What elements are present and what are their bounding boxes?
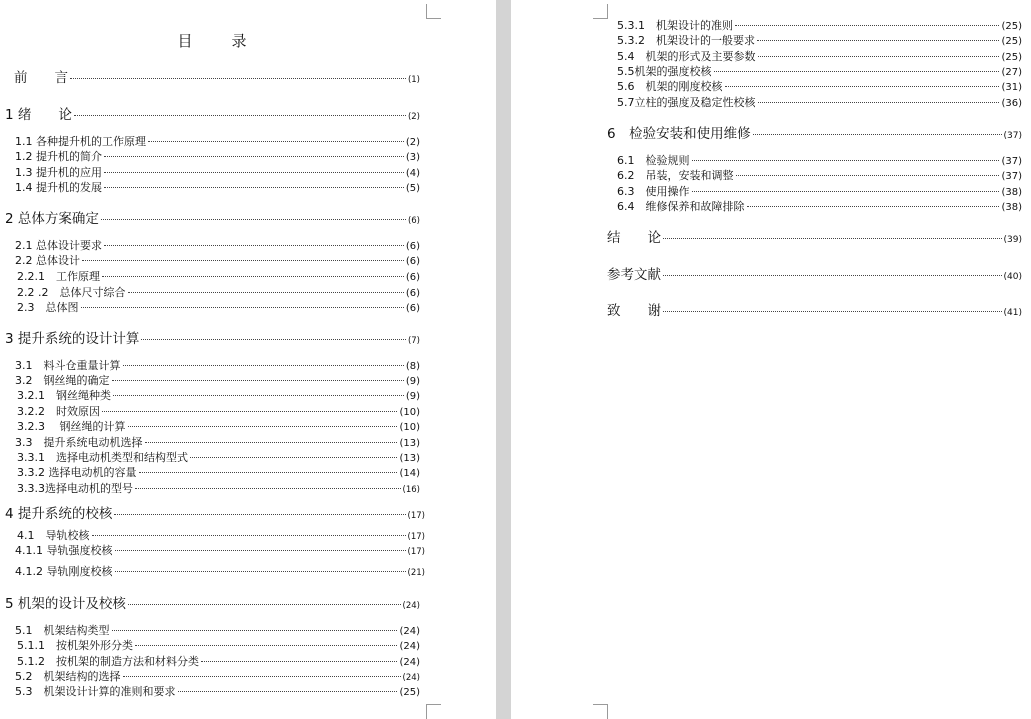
document-page-right <box>511 0 1031 719</box>
leader-dots <box>128 292 404 293</box>
leader-dots <box>115 571 406 572</box>
toc-entry-label: 6.3 使用操作 <box>617 185 690 198</box>
leader-dots <box>145 442 398 443</box>
leader-dots <box>753 134 1002 135</box>
toc-entry-label: 5.1.1 按机架外形分类 <box>17 639 133 652</box>
toc-entry[interactable] <box>17 387 420 403</box>
leader-dots <box>112 380 404 381</box>
toc-entry-page: (21) <box>407 568 425 578</box>
toc-entry-label: 2.2 .2 总体尺寸综合 <box>17 286 126 299</box>
leader-dots <box>725 86 1000 87</box>
toc-entry-label: 5.7立柱的强度及稳定性校核 <box>617 96 756 109</box>
leader-dots <box>148 141 404 142</box>
toc-entry-page: (25) <box>399 687 420 698</box>
toc-entry-label: 1.3 提升机的应用 <box>15 166 102 179</box>
toc-entry-label: 5.2 机架结构的选择 <box>15 670 121 683</box>
toc-entry[interactable] <box>15 357 420 373</box>
toc-entry-page: (9) <box>405 376 420 387</box>
toc-entry-page: (10) <box>399 422 420 433</box>
toc-entry-label: 2.2.1 工作原理 <box>17 270 100 283</box>
toc-entry[interactable] <box>15 542 425 558</box>
page-corner-mark <box>593 4 608 19</box>
leader-dots <box>102 276 404 277</box>
toc-entry-label: 前 言 <box>14 70 68 86</box>
toc-entry[interactable] <box>17 268 420 284</box>
toc-entry[interactable] <box>15 148 420 164</box>
toc-entry-label: 3.3.3选择电动机的型号 <box>17 482 133 495</box>
leader-dots <box>663 238 1002 239</box>
leader-dots <box>141 339 406 340</box>
leader-dots <box>104 187 404 188</box>
toc-entry-label: 4 提升系统的校核 <box>5 506 113 522</box>
leader-dots <box>747 206 1000 207</box>
toc-entry[interactable] <box>15 164 420 180</box>
toc-entry[interactable] <box>607 122 1022 142</box>
toc-entry[interactable] <box>617 17 1022 33</box>
toc-entry-page: (13) <box>399 438 420 449</box>
toc-entry-label: 3.2.3 钢丝绳的计算 <box>17 420 126 433</box>
leader-dots <box>114 514 405 515</box>
toc-entry[interactable] <box>17 418 420 434</box>
toc-entry[interactable] <box>607 226 1022 246</box>
leader-dots <box>692 160 1000 161</box>
leader-dots <box>714 71 1000 72</box>
leader-dots <box>178 691 398 692</box>
toc-entry[interactable] <box>617 63 1022 79</box>
toc-title: 目 录 <box>177 32 259 50</box>
toc-entry-page: (40) <box>1003 272 1022 282</box>
toc-entry-label: 5.3 机架设计计算的准则和要求 <box>15 685 176 698</box>
leader-dots <box>692 191 1000 192</box>
toc-entry-label: 4.1.1 导轨强度校核 <box>15 544 113 557</box>
leader-dots <box>115 550 406 551</box>
toc-entry-label: 3 提升系统的设计计算 <box>5 331 140 347</box>
toc-entry-page: (24) <box>399 626 420 637</box>
toc-entry-page: (4) <box>405 168 420 179</box>
leader-dots <box>128 426 398 427</box>
leader-dots <box>190 457 397 458</box>
toc-entry-page: (13) <box>399 453 420 464</box>
toc-entry[interactable] <box>17 527 425 543</box>
toc-entry-page: (6) <box>405 241 420 252</box>
toc-entry[interactable] <box>17 449 420 465</box>
leader-dots <box>663 275 1002 276</box>
toc-entry-label: 致 谢 <box>607 303 661 319</box>
toc-entry-label: 5.6 机架的刚度校核 <box>617 80 723 93</box>
toc-entry[interactable] <box>17 653 420 669</box>
toc-entry[interactable] <box>5 327 420 347</box>
toc-entry-page: (10) <box>399 407 420 418</box>
toc-entry-label: 4.1 导轨校核 <box>17 529 90 542</box>
toc-entry[interactable] <box>617 152 1022 168</box>
toc-entry-label: 参考文献 <box>607 267 661 283</box>
toc-entry-page: (38) <box>1001 187 1022 198</box>
leader-dots <box>135 645 397 646</box>
toc-entry-page: (17) <box>407 547 425 557</box>
toc-entry-page: (24) <box>399 657 420 668</box>
toc-entry-label: 2.1 总体设计要求 <box>15 239 102 252</box>
toc-entry-label: 5.3.1 机架设计的准则 <box>617 19 733 32</box>
toc-entry-label: 3.3.2 选择电动机的容量 <box>17 466 137 479</box>
toc-entry[interactable] <box>15 237 420 253</box>
toc-entry-label: 2 总体方案确定 <box>5 211 99 227</box>
toc-entry-page: (25) <box>1001 52 1022 63</box>
toc-entry[interactable] <box>17 637 420 653</box>
leader-dots <box>82 260 404 261</box>
toc-entry-label: 6.1 检验规则 <box>617 154 690 167</box>
toc-entry[interactable] <box>5 502 425 522</box>
leader-dots <box>736 175 1000 176</box>
page-corner-mark <box>426 704 441 719</box>
toc-entry[interactable] <box>5 207 420 227</box>
toc-entry[interactable] <box>17 464 420 480</box>
toc-entry-page: (6) <box>405 272 420 283</box>
toc-entry-label: 1 绪 论 <box>5 107 72 123</box>
toc-entry-page: (7) <box>407 336 420 346</box>
toc-entry-label: 5.1 机架结构类型 <box>15 624 110 637</box>
leader-dots <box>112 630 398 631</box>
toc-entry-label: 6 检验安装和使用维修 <box>607 126 751 142</box>
toc-entry[interactable] <box>15 434 420 450</box>
leader-dots <box>128 604 401 605</box>
toc-entry[interactable] <box>617 94 1022 110</box>
toc-entry-label: 5 机架的设计及校核 <box>5 596 126 612</box>
toc-entry[interactable] <box>15 683 420 699</box>
toc-entry-page: (24) <box>399 641 420 652</box>
toc-entry[interactable] <box>617 48 1022 64</box>
leader-dots <box>135 488 401 489</box>
leader-dots <box>74 115 406 116</box>
toc-entry-page: (6) <box>405 303 420 314</box>
toc-entry-page: (9) <box>405 391 420 402</box>
toc-entry-label: 3.2.2 时效原因 <box>17 405 100 418</box>
toc-entry-page: (5) <box>405 183 420 194</box>
toc-entry[interactable] <box>15 252 420 268</box>
toc-entry-label: 5.3.2 机架设计的一般要求 <box>617 34 755 47</box>
toc-entry-page: (25) <box>1001 36 1022 47</box>
leader-dots <box>70 78 406 79</box>
toc-entry-page: (8) <box>405 361 420 372</box>
toc-entry[interactable] <box>607 299 1022 319</box>
toc-entry-page: (37) <box>1001 171 1022 182</box>
toc-entry-page: (25) <box>1001 21 1022 32</box>
leader-dots <box>92 535 406 536</box>
toc-entry-label: 5.1.2 按机架的制造方法和材料分类 <box>17 655 199 668</box>
leader-dots <box>101 219 406 220</box>
toc-entry-label: 2.3 总体图 <box>17 301 79 314</box>
toc-entry-label: 3.3.1 选择电动机类型和结构型式 <box>17 451 188 464</box>
toc-entry[interactable] <box>617 32 1022 48</box>
toc-entry-page: (2) <box>407 112 420 122</box>
leader-dots <box>104 172 404 173</box>
toc-entry[interactable] <box>17 284 420 300</box>
toc-entry[interactable] <box>15 563 425 579</box>
toc-entry[interactable] <box>17 480 420 496</box>
toc-entry-page: (27) <box>1001 67 1022 78</box>
toc-entry[interactable] <box>15 668 420 684</box>
leader-dots <box>113 395 404 396</box>
toc-entry-page: (17) <box>407 511 425 521</box>
toc-entry[interactable] <box>15 622 420 638</box>
leader-dots <box>81 307 404 308</box>
toc-entry-page: (24) <box>402 601 420 611</box>
leader-dots <box>123 365 404 366</box>
toc-entry-label: 5.5机架的强度校核 <box>617 65 712 78</box>
toc-entry-page: (3) <box>405 152 420 163</box>
toc-entry-page: (24) <box>402 673 420 683</box>
toc-entry-page: (31) <box>1001 82 1022 93</box>
leader-dots <box>758 102 1000 103</box>
toc-entry[interactable] <box>15 133 420 149</box>
toc-entry-page: (36) <box>1001 98 1022 109</box>
toc-entry-page: (14) <box>399 468 420 479</box>
toc-entry-label: 3.1 料斗仓重量计算 <box>15 359 121 372</box>
leader-dots <box>663 311 1002 312</box>
toc-entry-page: (6) <box>405 256 420 267</box>
toc-entry-page: (41) <box>1003 308 1022 318</box>
toc-entry-page: (1) <box>407 75 420 85</box>
toc-entry[interactable] <box>17 403 420 419</box>
toc-entry-label: 2.2 总体设计 <box>15 254 80 267</box>
toc-entry-page: (16) <box>402 485 420 495</box>
toc-entry-label: 1.4 提升机的发展 <box>15 181 102 194</box>
toc-entry-page: (37) <box>1003 131 1022 141</box>
toc-entry-page: (37) <box>1001 156 1022 167</box>
toc-entry[interactable] <box>5 103 420 123</box>
toc-entry-label: 结 论 <box>607 230 661 246</box>
toc-entry[interactable] <box>5 592 420 612</box>
leader-dots <box>757 40 999 41</box>
toc-entry-page: (39) <box>1003 235 1022 245</box>
leader-dots <box>139 472 398 473</box>
leader-dots <box>758 56 1000 57</box>
toc-entry-label: 5.4 机架的形式及主要参数 <box>617 50 756 63</box>
toc-entry-page: (38) <box>1001 202 1022 213</box>
toc-entry-page: (6) <box>405 288 420 299</box>
leader-dots <box>201 661 397 662</box>
toc-entry-label: 3.3 提升系统电动机选择 <box>15 436 143 449</box>
toc-entry[interactable] <box>14 66 420 86</box>
toc-entry-page: (6) <box>407 216 420 226</box>
toc-entry[interactable] <box>617 78 1022 94</box>
toc-entry[interactable] <box>15 372 420 388</box>
toc-entry[interactable] <box>617 198 1022 214</box>
toc-entry-label: 6.2 吊装，安装和调整 <box>617 169 734 182</box>
page-corner-mark <box>426 4 441 19</box>
toc-entry-label: 4.1.2 导轨刚度校核 <box>15 565 113 578</box>
toc-entry-page: (2) <box>405 137 420 148</box>
toc-entry-label: 6.4 维修保养和故障排除 <box>617 200 745 213</box>
toc-entry[interactable] <box>617 167 1022 183</box>
page-corner-mark <box>593 704 608 719</box>
leader-dots <box>102 411 397 412</box>
leader-dots <box>104 156 404 157</box>
toc-entry-page: (17) <box>407 532 425 542</box>
toc-entry-label: 1.2 提升机的简介 <box>15 150 102 163</box>
toc-entry[interactable] <box>607 263 1022 283</box>
toc-entry-label: 1.1 各种提升机的工作原理 <box>15 135 146 148</box>
toc-entry[interactable] <box>17 299 420 315</box>
toc-entry[interactable] <box>617 183 1022 199</box>
leader-dots <box>735 25 999 26</box>
leader-dots <box>104 245 404 246</box>
toc-entry-label: 3.2 钢丝绳的确定 <box>15 374 110 387</box>
toc-entry[interactable] <box>15 179 420 195</box>
leader-dots <box>123 676 401 677</box>
document-page-left <box>0 0 496 719</box>
toc-entry-label: 3.2.1 钢丝绳种类 <box>17 389 111 402</box>
